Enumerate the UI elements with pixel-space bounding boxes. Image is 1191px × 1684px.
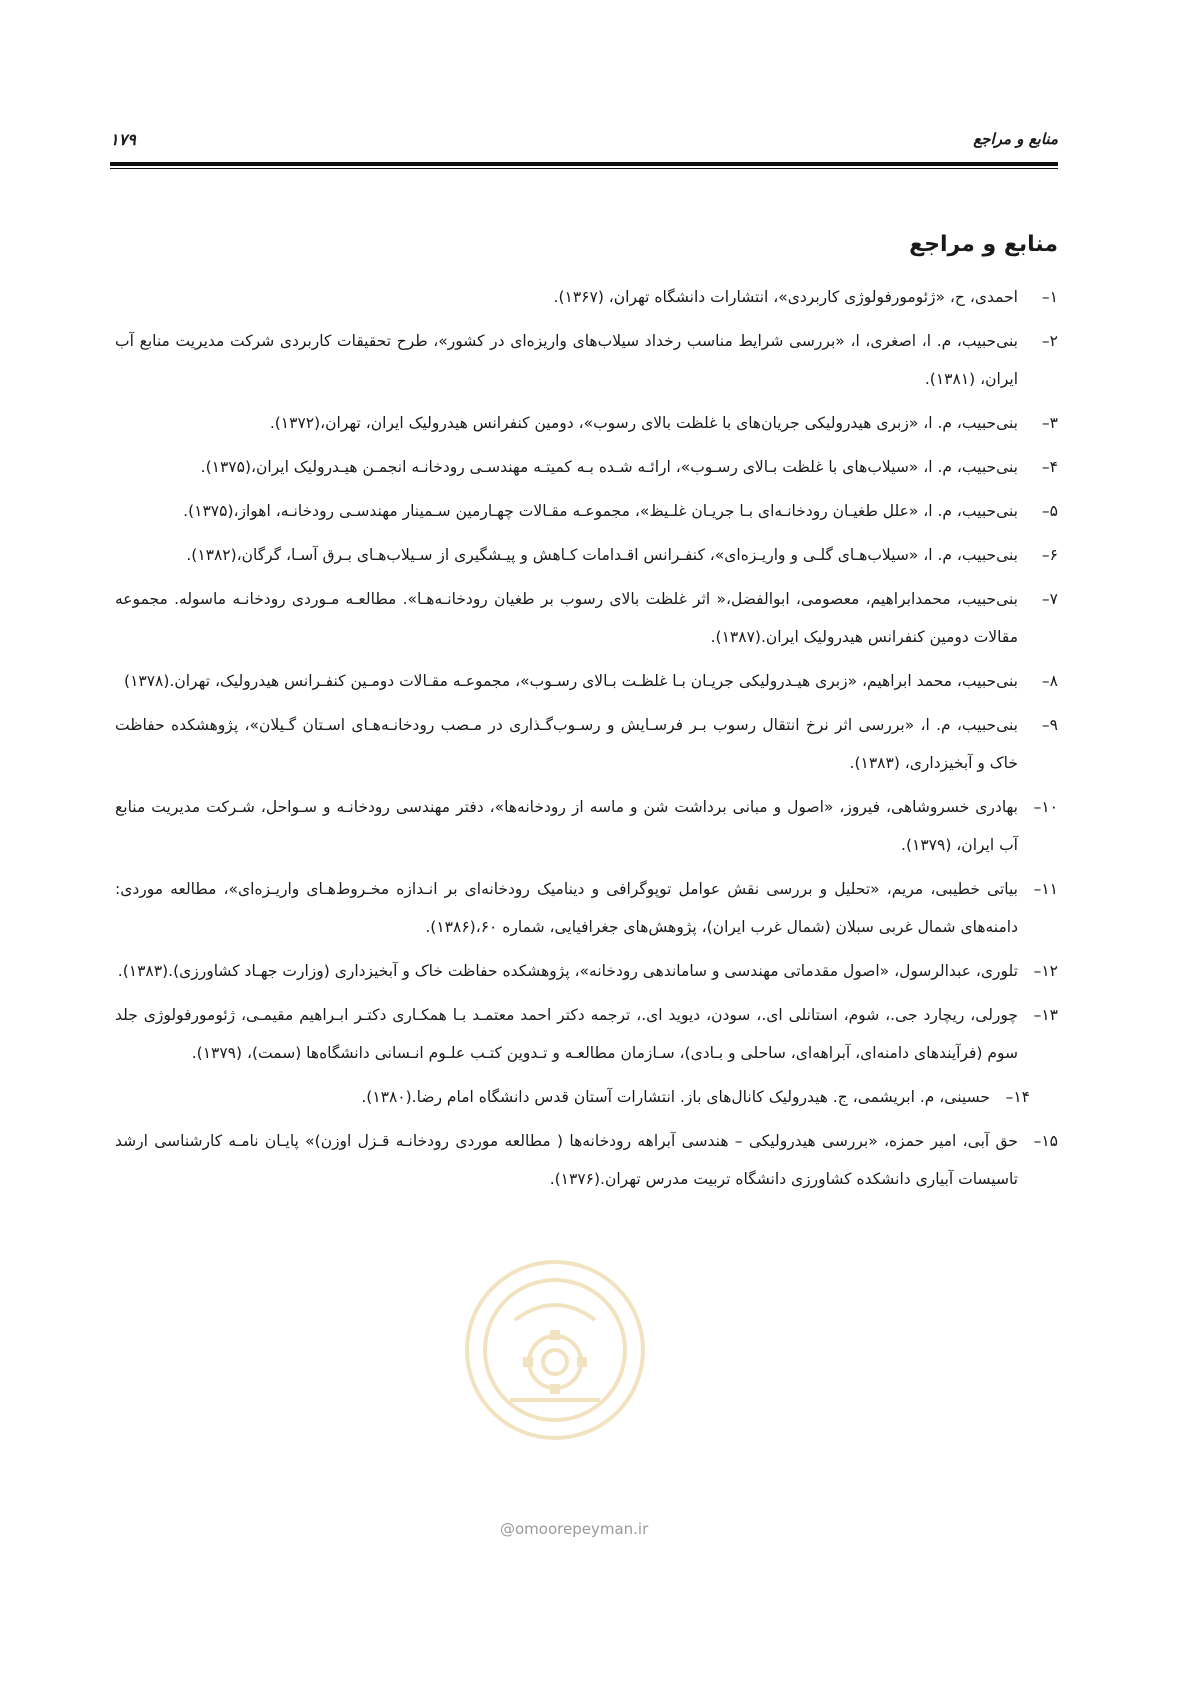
- reference-item: [115, 580, 1058, 656]
- section-title: منابع و مراجع: [909, 232, 1058, 257]
- reference-item: [115, 662, 1058, 700]
- reference-number: ۳–: [1041, 414, 1058, 432]
- reference-number: ۹–: [1041, 716, 1058, 734]
- reference-number: ۱۴–: [1005, 1088, 1030, 1106]
- reference-text: بنی‌حبیب، م. ا، «سیلاب‌های با غلظت بـالای رسـوب»، ارائـه شـده بـه کمیتـه مهندسـی رودخانـه انجمـن هیـدرولیک ایران،(۱۳۷۵).: [200, 458, 1018, 476]
- reference-text: بنی‌حبیب، م. ا، «زبری هیدرولیکی جریان‌های با غلظت بالای رسوب»، دومین کنفرانس هیدرولیک ایران، تهران،(۱۳۷۲).: [269, 414, 1018, 432]
- reference-text: بیاتی خطیبی، مریم، «تحلیل و بررسی نقش عوامل توپوگرافی و دینامیک رودخانه‌ای بر انـدازه مخـروط‌هـای واریـزه‌ای»، مطالعه موردی: دامنه‌های شمال غربی سبلان (شمال غرب ایران)، پژوهش‌های جغرافیایی، شماره ۶۰،(۱۳۸۶).: [115, 880, 1018, 936]
- reference-number: ۲–: [1041, 332, 1058, 350]
- reference-item: [115, 492, 1058, 530]
- reference-number: ۱۱–: [1033, 880, 1058, 898]
- gear-emblem-icon: [455, 1250, 655, 1450]
- reference-number: ۱۳–: [1033, 1006, 1058, 1024]
- reference-text: بهادری خسروشاهی، فیروز، «اصول و مبانی برداشت شن و ماسه از رودخانه‌ها»، دفتر مهندسی رودخانـه و سـواحل، شـرکت مدیریت منابع آب ایران، (۱۳۷۹).: [115, 798, 1018, 854]
- reference-item: [115, 870, 1058, 946]
- reference-item: [115, 952, 1058, 990]
- reference-text: بنی‌حبیب، محمدابراهیم، معصومی، ابوالفضل،« اثر غلظت بالای رسوب بر طغیان رودخانـه‌هـا». مطالعـه مـوردی رودخانـه ماسوله. مجموعه مقالات دومین کنفرانس هیدرولیک ایران.(۱۳۸۷).: [115, 590, 1018, 646]
- reference-text: حسینی، م. ابریشمی، ج. هیدرولیک کانال‌های باز. انتشارات آستان قدس دانشگاه امام رضا.(۱۳۸۰).: [361, 1088, 990, 1106]
- reference-number: ۴–: [1041, 458, 1058, 476]
- reference-number: ۱۰–: [1033, 798, 1058, 816]
- reference-item: [115, 404, 1058, 442]
- running-title: منابع و مراجع: [973, 130, 1058, 148]
- reference-text: چورلی، ریچارد جی.، شوم، استانلی ای.، سودن، دیوید ای.، ترجمه دکتر احمد معتمـد بـا همکـاری دکتـر ابـراهیم مقیمـی، ژئومورفولوژی جلد سوم (فرآیندهای دامنه‌ای، آبراهه‌ای، ساحلی و بـادی)، سـازمان مطالعـه و تـدوین کتـب علـوم انـسانی دانشگاه‌ها (سمت)، (۱۳۷۹).: [115, 1006, 1018, 1062]
- header-rule-thin: [110, 168, 1058, 169]
- reference-number: ۱۵–: [1033, 1132, 1058, 1150]
- reference-number: ۶–: [1041, 546, 1058, 564]
- reference-text: تلوری، عبدالرسول، «اصول مقدماتی مهندسی و ساماندهی رودخانه»، پژوهشکده حفاظت خاک و آبخیزداری (وزارت جهـاد کشاورزی).(۱۳۸۳).: [117, 962, 1018, 980]
- reference-text: بنی‌حبیب، م. ا، اصغری، ا، «بررسی شرایط مناسب رخداد سیلاب‌های واریزه‌ای در کشور»، طرح تحقیقات کاربردی شرکت مدیریت منابع آب ایران، (۱۳۸۱).: [115, 332, 1018, 388]
- reference-text: بنی‌حبیب، م. ا، «بررسی اثر نرخ انتقال رسوب بـر فرسـایش و رسـوب‌گـذاری در مـصب رودخانـه‌هـای اسـتان گـیلان»، پژوهشکده حفاظت خاک و آبخیزداری، (۱۳۸۳).: [115, 716, 1018, 772]
- page-number: ۱۷۹: [110, 130, 136, 149]
- reference-item: [115, 788, 1058, 864]
- running-header: [110, 128, 1058, 158]
- reference-item: [115, 706, 1058, 782]
- reference-number: ۸–: [1041, 672, 1058, 690]
- reference-number: ۵–: [1041, 502, 1058, 520]
- reference-text: بنی‌حبیب، محمد ابراهیم، «زبری هیـدرولیکی جریـان بـا غلظـت بـالای رسـوب»، مجموعـه مقـالات دومـین کنفـرانس هیدرولیک، تهران.(۱۳۷۸): [124, 672, 1018, 690]
- reference-text: بنی‌حبیب، م. ا، «علل طغیـان رودخانـه‌ای بـا جریـان غلـیظ»، مجموعـه مقـالات چهـارمین سـمینار مهندسـی رودخانـه، اهواز،(۱۳۷۵).: [183, 502, 1018, 520]
- reference-item: [115, 1078, 1030, 1116]
- reference-item: [115, 278, 1058, 316]
- reference-item: [115, 996, 1058, 1072]
- reference-text: احمدی، ح، «ژئومورفولوژی کاربردی»، انتشارات دانشگاه تهران، (۱۳۶۷).: [553, 288, 1018, 306]
- watermark-url: @omoorepeyman.ir: [500, 1520, 649, 1538]
- reference-item: [115, 322, 1058, 398]
- reference-text: بنی‌حبیب، م. ا، «سیلاب‌هـای گلـی و واریـزه‌ای»، کنفـرانس اقـدامات کـاهش و پیـشگیری از سـیلاب‌هـای بـرق آسـا، گرگان،(۱۳۸۲).: [186, 546, 1018, 564]
- reference-number: ۱–: [1041, 288, 1058, 306]
- header-rule-thick: [110, 162, 1058, 166]
- reference-text: حق آبی، امیر حمزه، «بررسی هیدرولیکی – هندسی آبراهه رودخانه‌ها ( مطالعه موردی رودخانـه قـزل اوزن)» پایـان نامـه کارشناسی ارشد تاسیسات آبیاری دانشکده کشاورزی دانشگاه تربیت مدرس تهران.(۱۳۷۶).: [115, 1132, 1018, 1188]
- reference-number: ۷–: [1041, 590, 1058, 608]
- reference-list: [115, 278, 1058, 1204]
- reference-item: [115, 1122, 1058, 1198]
- reference-item: [115, 536, 1058, 574]
- reference-item: [115, 448, 1058, 486]
- reference-number: ۱۲–: [1033, 962, 1058, 980]
